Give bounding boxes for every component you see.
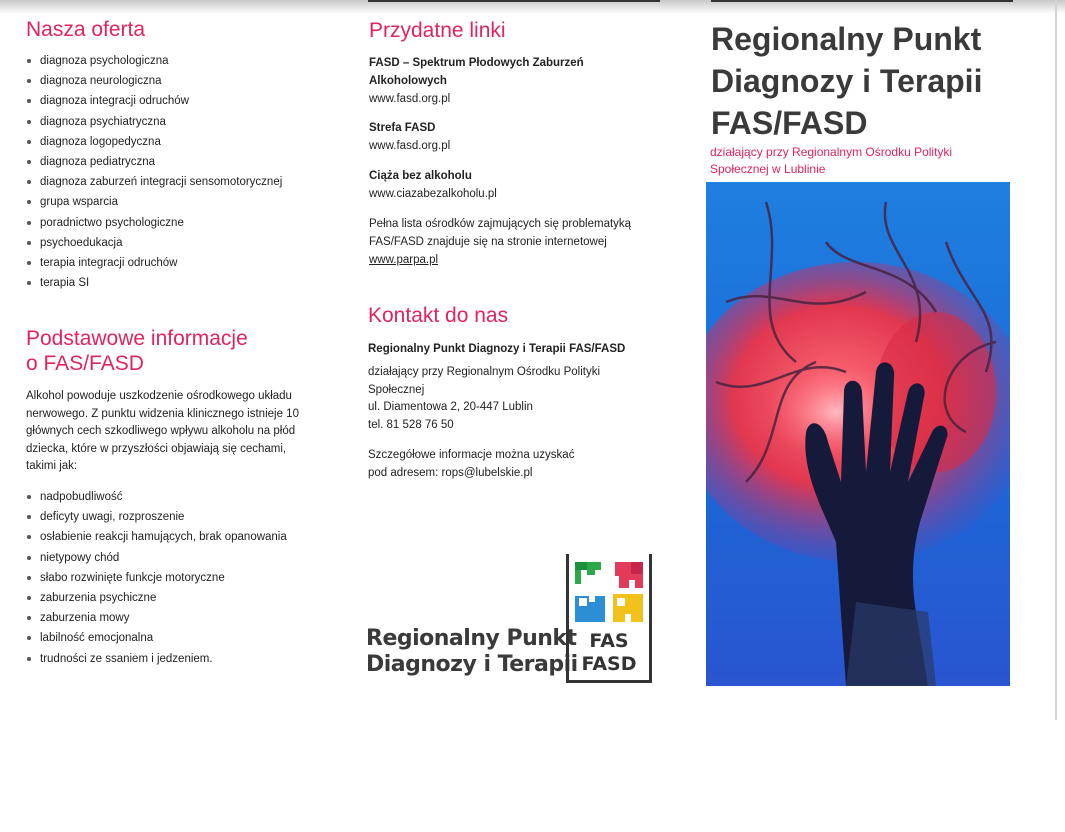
page-top-shadow bbox=[0, 0, 1065, 14]
list-item: diagnoza psychologiczna bbox=[26, 51, 346, 71]
list-item: diagnoza psychiatryczna bbox=[26, 112, 346, 132]
link-url[interactable]: www.ciazabezalkoholu.pl bbox=[369, 188, 497, 200]
puzzle-logo-icon bbox=[569, 558, 649, 628]
cover-title bbox=[711, 18, 982, 144]
contact-line1: działający przy Regionalnym Ośrodku Polityki bbox=[368, 366, 601, 378]
info-heading-line1: Podstawowe informacje bbox=[26, 327, 248, 350]
contact-details bbox=[368, 364, 668, 434]
list-item: diagnoza neurologiczna bbox=[26, 71, 346, 91]
offer-heading: Nasza oferta bbox=[26, 18, 146, 41]
link-entry bbox=[369, 54, 629, 108]
contact-org: Regionalny Punkt Diagnozy i Terapii FAS/FASD bbox=[368, 343, 626, 355]
contact-more bbox=[368, 447, 668, 482]
list-item: terapia integracji odruchów bbox=[26, 253, 346, 273]
link-entry bbox=[369, 119, 629, 155]
link-title: FASD – Spektrum Płodowych Zaburzeń Alkoholowych bbox=[369, 57, 584, 87]
link-title: Strefa FASD bbox=[369, 122, 436, 134]
list-item: osłabienie reakcji hamujących, brak opanowania bbox=[26, 527, 346, 547]
contact-line2: Społecznej bbox=[368, 383, 425, 396]
logo-fasd: FASD bbox=[581, 653, 637, 675]
list-item: labilność emocjonalna bbox=[26, 628, 346, 648]
logo-line1: Regionalny Punkt bbox=[366, 626, 577, 651]
link-entry bbox=[369, 167, 629, 203]
cover-subtitle-line1: działający przy Regionalnym Ośrodku Polityki bbox=[710, 145, 953, 159]
logo-fas: FAS bbox=[589, 630, 629, 652]
list-item: diagnoza pediatryczna bbox=[26, 152, 346, 172]
links-note-text: Pełna lista ośrodków zajmujących się problematyką FAS/FASD znajduje się na stronie internetowej bbox=[369, 218, 632, 248]
cover-title-line1: Regionalny Punkt bbox=[711, 21, 982, 57]
logo-mark bbox=[566, 554, 652, 683]
link-url[interactable]: www.fasd.org.pl bbox=[369, 140, 451, 152]
contact-phone: tel. 81 528 76 50 bbox=[368, 418, 454, 431]
list-item: trudności ze ssaniem i jedzeniem. bbox=[26, 649, 346, 669]
cover-subtitle bbox=[710, 144, 952, 178]
logo-line2: Diagnozy i Terapii bbox=[366, 652, 578, 677]
link-title: Ciąża bez alkoholu bbox=[369, 170, 472, 182]
page-right-edge bbox=[1055, 0, 1057, 720]
contact-address: ul. Diamentowa 2, 20-447 Lublin bbox=[368, 401, 533, 413]
column-top-rule bbox=[368, 0, 660, 2]
cover-photo-hand-jellyfish bbox=[706, 182, 1010, 686]
list-item: grupa wsparcia bbox=[26, 192, 346, 212]
contact-more-line1: Szczegółowe informacje można uzyskać bbox=[368, 449, 575, 461]
list-item: diagnoza logopedyczna bbox=[26, 132, 346, 152]
links-note bbox=[369, 216, 661, 270]
list-item: zaburzenia mowy bbox=[26, 608, 346, 628]
symptoms-list bbox=[26, 487, 346, 669]
parpa-link[interactable]: www.parpa.pl bbox=[369, 254, 439, 266]
list-item: nadpobudliwość bbox=[26, 487, 346, 507]
list-item: zaburzenia psychiczne bbox=[26, 588, 346, 608]
list-item: diagnoza integracji odruchów bbox=[26, 91, 346, 111]
list-item: diagnoza zaburzeń integracji sensomotorycznej bbox=[26, 172, 346, 192]
column-top-rule bbox=[711, 0, 1013, 2]
info-heading-line2: o FAS/FASD bbox=[26, 352, 144, 375]
cover-subtitle-line2: Społecznej w Lublinie bbox=[710, 162, 826, 176]
contact-heading: Kontakt do nas bbox=[368, 304, 509, 327]
offer-list bbox=[26, 51, 346, 293]
contact-email: pod adresem: rops@lubelskie.pl bbox=[368, 466, 533, 479]
list-item: terapia SI bbox=[26, 273, 346, 293]
links-heading: Przydatne linki bbox=[369, 19, 506, 42]
logo-wordmark bbox=[366, 626, 578, 678]
cover-title-line2: Diagnozy i Terapii bbox=[711, 63, 983, 99]
link-url[interactable]: www.fasd.org.pl bbox=[369, 93, 451, 105]
cover-title-line3: FAS/FASD bbox=[711, 105, 868, 141]
info-paragraph: Alkohol powoduje uszkodzenie ośrodkowego układu nerwowego. Z punktu widzenia klinicznego istnieje 10 głównych cech szkodliwego wpływu alkoholu na płód dziecka, które w przyszłości objawiają się cechami, takimi jak: bbox=[26, 390, 299, 472]
list-item: nietypowy chód bbox=[26, 548, 346, 568]
list-item: psychoedukacja bbox=[26, 233, 346, 253]
list-item: poradnictwo psychologiczne bbox=[26, 213, 346, 233]
info-heading bbox=[26, 326, 248, 376]
list-item: słabo rozwinięte funkcje motoryczne bbox=[26, 568, 346, 588]
hand-jellyfish-image bbox=[706, 182, 1010, 686]
list-item: deficyty uwagi, rozproszenie bbox=[26, 507, 346, 527]
